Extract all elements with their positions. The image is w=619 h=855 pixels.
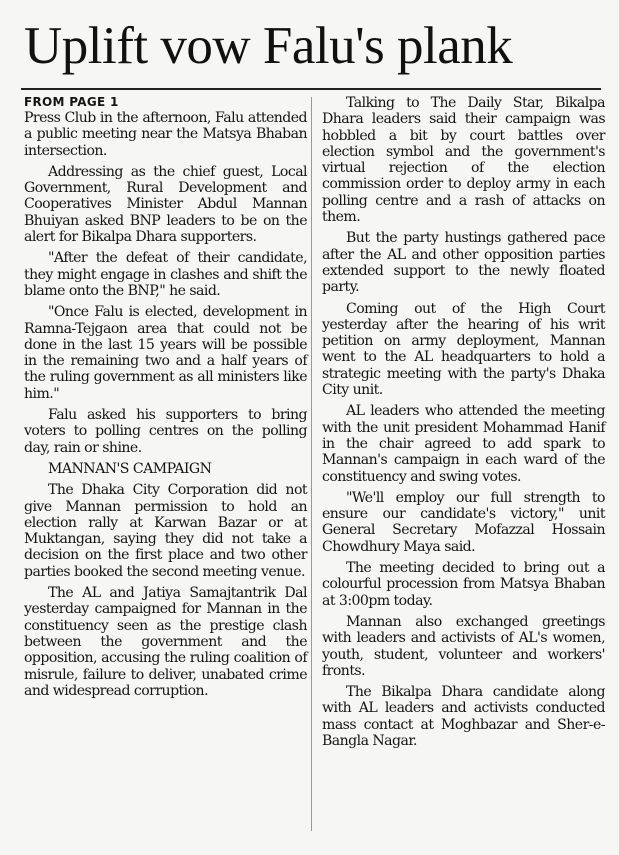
paragraph: The Dhaka City Corporation did not give Mannan permission to hold an election rally at Karwan Bazar or at Muktangan, saying they did not take a decision on the first place and two other parties booked the second meeting venue. — [24, 482, 307, 580]
paragraph: "Once Falu is elected, development in Ramna-Tejgaon area that could not be done in the last 15 years will be possible in the remaining two and a half years of the ruling government as all ministers like him." — [24, 304, 307, 402]
paragraph: Coming out of the High Court yesterday after the hearing of his writ petition on army deployment, Mannan went to the AL headquarters to hold a strategic meeting with the party's Dhaka City unit. — [322, 300, 605, 399]
paragraph: "After the defeat of their candidate, they might engage in clashes and shift the blame onto the BNP," he said. — [24, 250, 307, 299]
headline-rule — [21, 88, 601, 90]
paragraph: AL leaders who attended the meeting with the unit president Mohammad Hanif in the chair agreed to add spark to Mannan's campaign in each ward of the constituency and swing votes. — [322, 403, 605, 485]
paragraph: The meeting decided to bring out a colourful procession from Matsya Bhaban at 3:00pm today. — [322, 560, 605, 609]
paragraph: Talking to The Daily Star, Bikalpa Dhara leaders said their campaign was hobbled a bit by court battles over election symbol and the government's virtual rejection of the election commission order to deploy army in each polling centre and a rash of attacks on them. — [322, 95, 605, 226]
paragraph: Mannan also exchanged greetings with leaders and activists of AL's women, youth, student, volunteer and workers' fronts. — [322, 613, 605, 679]
paragraph: The Bikalpa Dhara candidate along with AL leaders and activists conducted mass contact at Moghbazar and Sher-e-Bangla Nagar. — [322, 684, 605, 749]
paragraph: But the party hustings gathered pace after the AL and other opposition parties extended support to the newly floated party. — [322, 230, 605, 296]
column-divider — [311, 97, 312, 831]
subheading: MANNAN'S CAMPAIGN — [48, 460, 212, 477]
continuation-kicker: FROM PAGE 1 — [24, 95, 119, 109]
paragraph: Press Club in the afternoon, Falu attended a public meeting near the Matsya Bhaban intersection. — [24, 110, 307, 159]
paragraph: The AL and Jatiya Samajtantrik Dal yesterday campaigned for Mannan in the constituency seen as the prestige clash between the government and the opposition, accusing the ruling coalition of misrule, failure to deliver, unabated crime and widespread corruption. — [24, 585, 307, 699]
headline: Uplift vow Falu's plank — [24, 17, 513, 75]
column-left — [24, 95, 307, 704]
column-right — [322, 95, 605, 754]
paragraph: "We'll employ our full strength to ensure our candidate's victory," unit General Secretary Mofazzal Hossain Chowdhury Maya said. — [322, 489, 605, 555]
paragraph: Falu asked his supporters to bring voters to polling centres on the polling day, rain or shine. — [24, 407, 307, 456]
paragraph: Addressing as the chief guest, Local Government, Rural Development and Cooperatives Minister Abdul Mannan Bhuiyan asked BNP leaders to be on the alert for Bikalpa Dhara supporters. — [24, 163, 307, 246]
